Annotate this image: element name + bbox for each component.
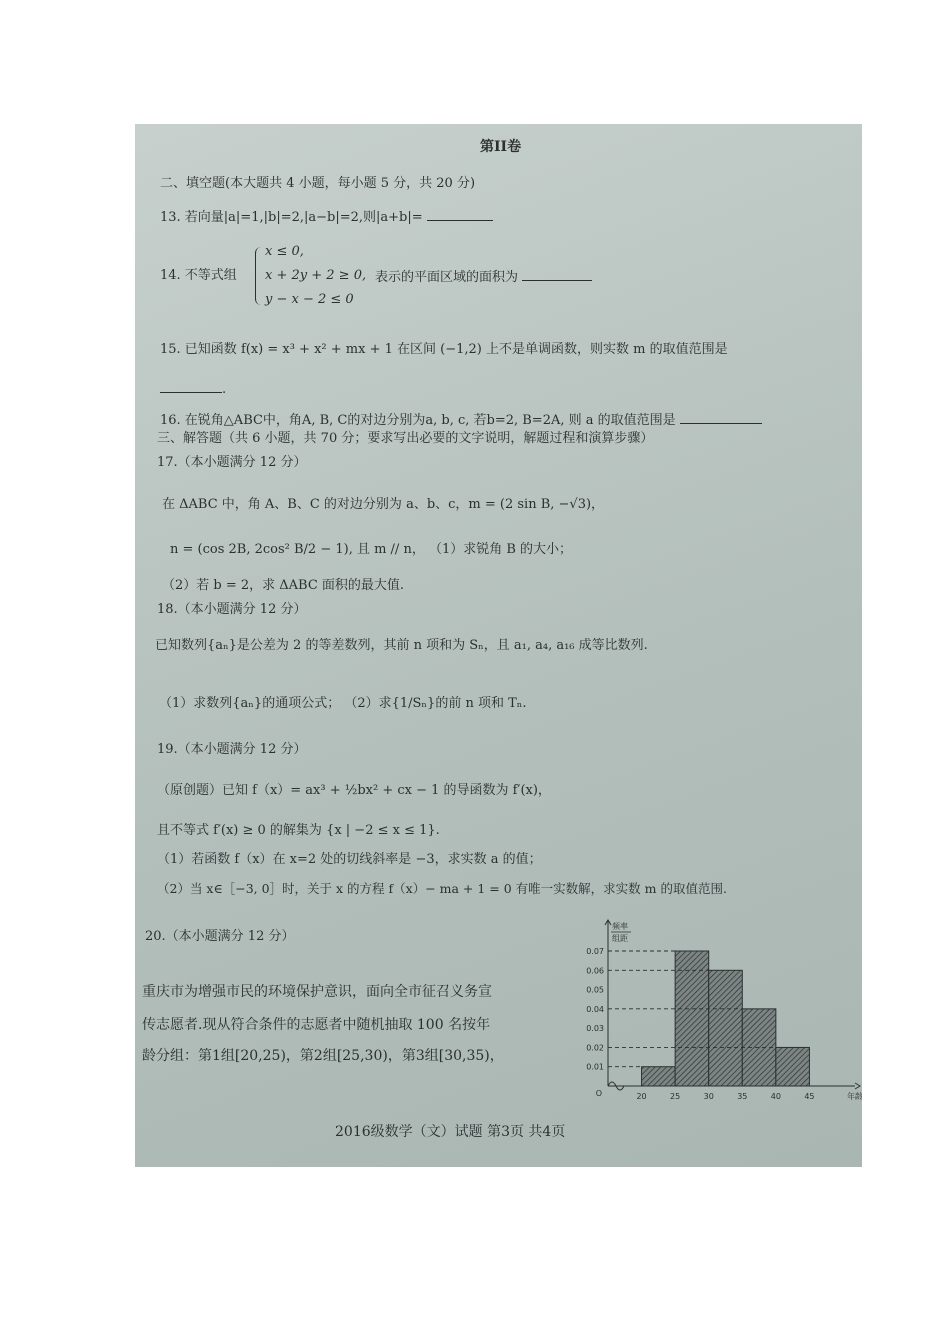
question-20-line-3: 龄分组：第1组[20,25)，第2组[25,30)，第3组[30,35)， [142,1048,504,1064]
age-histogram [570,914,862,1114]
question-18-line-2: （1）求数列{aₙ}的通项公式； （2）求{1/Sₙ}的前 n 项和 Tₙ. [159,696,527,711]
question-19-line-1: （原创题）已知 f（x）= ax³ + ½bx² + cx − 1 的导函数为 f′(x)， [157,783,551,798]
y-tick-label: 0.07 [586,947,604,956]
question-19-head: 19.（本小题满分 12 分） [157,742,307,757]
x-tick-label: 25 [670,1092,681,1101]
origin-label: O [595,1089,602,1098]
x-tick-label: 35 [737,1092,748,1101]
y-label-top: 频率 [612,922,628,931]
histogram-bar [709,970,743,1086]
question-17-line-2: n = (cos 2B, 2cos² B/2 − 1), 且 m // n， （1）求锐角 B 的大小； [170,542,573,557]
question-18-line-1: 已知数列{aₙ}是公差为 2 的等差数列，其前 n 项和为 Sₙ，且 a₁, a₄, a₁₆ 成等比数列. [155,638,648,653]
question-15: 15. 已知函数 f(x) = x³ + x² + mx + 1 在区间 (−1,2) 上不是单调函数，则实数 m 的取值范围是 [160,342,728,357]
question-17-head: 17.（本小题满分 12 分） [157,455,307,470]
question-19-line-2: 且不等式 f′(x) ≥ 0 的解集为 {x | −2 ≤ x ≤ 1}. [157,823,440,838]
y-tick-label: 0.06 [586,966,604,976]
answer-blank [160,380,222,393]
question-15-blank: . [160,380,226,398]
page-footer: 2016级数学（文）试题 第3页 共4页 [335,1124,566,1140]
question-16-text: 16. 在锐角△ABC中，角A, B, C的对边分别为a, b, c, 若b=2, B=2A, 则 a 的取值范围是 [160,413,676,428]
histogram-bar [642,1067,676,1086]
histogram-bar [675,951,709,1086]
question-20-line-1: 重庆市为增强市民的环境保护意识，面向全市征召义务宣 [142,984,492,1000]
question-13-text: 13. 若向量|a|=1,|b|=2,|a−b|=2,则|a+b|= [160,210,423,225]
answer-blank [427,208,493,221]
inequality-3: y − x − 2 ≤ 0 [265,292,354,307]
question-14-suffix-text: 表示的平面区域的面积为 [375,270,519,285]
inequality-2: x + 2y + 2 ≥ 0, [265,268,367,283]
inequality-1: x ≤ 0, [265,244,304,259]
section-fill-in-title: 二、填空题(本大题共 4 小题，每小题 5 分，共 20 分) [160,176,476,191]
question-13 [160,208,493,226]
exam-page [135,124,862,1167]
histogram-bar [776,1047,810,1086]
question-17-line-3: （2）若 b = 2，求 ΔABC 面积的最大值. [162,578,405,593]
y-tick-label: 0.02 [586,1043,604,1053]
question-19-line-4: （2）当 x∈［−3, 0］时，关于 x 的方程 f（x）− ma + 1 = 0 有唯一实数解，求实数 m 的取值范围. [157,881,727,896]
section-answer-title: 三、解答题（共 6 小题，共 70 分；要求写出必要的文字说明，解题过程和演算步骤） [157,431,654,446]
system-brace [255,247,264,305]
question-19-line-3: （1）若函数 f（x）在 x=2 处的切线斜率是 −3，求实数 a 的值； [157,852,542,867]
question-14-prefix: 14. 不等式组 [160,268,237,283]
x-tick-label: 45 [804,1092,815,1101]
x-tick-label: 20 [636,1092,647,1101]
question-17-line-1: 在 ΔABC 中，角 A、B、C 的对边分别为 a、b、c，m = (2 sin B, −√3)， [162,497,605,512]
question-16 [160,411,762,429]
answer-blank [680,411,762,424]
question-14-suffix [375,268,592,286]
y-tick-label: 0.04 [586,1004,604,1014]
y-tick-label: 0.05 [586,985,604,995]
question-20-line-2: 传志愿者.现从符合条件的志愿者中随机抽取 100 名按年 [142,1017,491,1033]
page-header: 第II卷 [480,139,522,155]
y-tick-label: 0.01 [586,1062,604,1072]
y-tick-label: 0.03 [586,1024,604,1034]
y-label-bottom: 组距 [612,934,628,943]
question-20-head: 20.（本小题满分 12 分） [145,929,295,944]
x-tick-label: 30 [703,1092,714,1101]
x-tick-label: 40 [770,1092,781,1101]
answer-blank [522,268,592,281]
x-axis-arrow [855,1083,860,1089]
x-axis-label: 年龄 [847,1092,863,1101]
question-18-head: 18.（本小题满分 12 分） [157,602,307,617]
